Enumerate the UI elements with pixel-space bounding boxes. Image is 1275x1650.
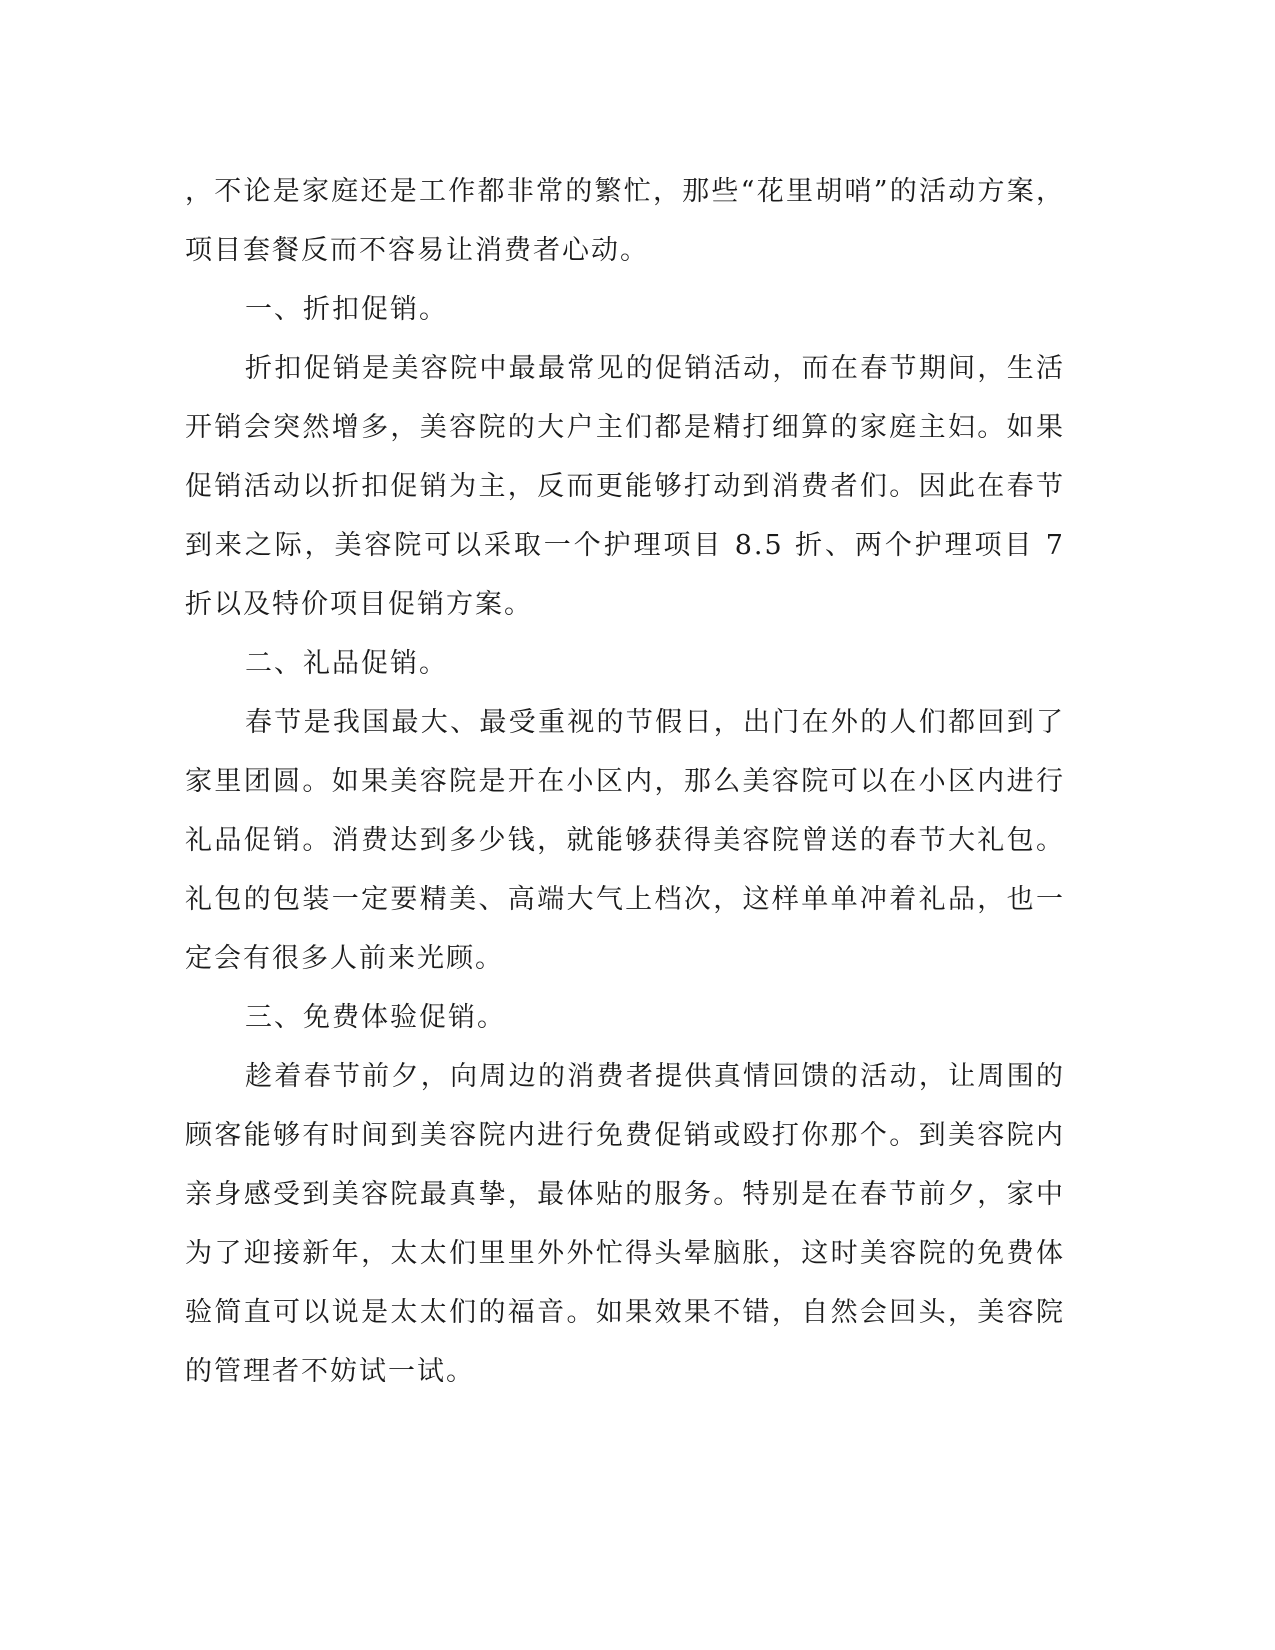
paragraph-gift: 春节是我国最大、最受重视的节假日，出门在外的人们都回到了家里团圆。如果美容院是开在小区内，那么美容院可以在小区内进行礼品促销。消费达到多少钱，就能够获得美容院曾送的春节大礼包。礼包的包装一定要精美、高端大气上档次，这样单单冲着礼品，也一定会有很多人前来光顾。 xyxy=(185,707,1065,974)
section-heading-gift: 二、礼品促销。 xyxy=(245,648,448,679)
paragraph-continuation: ，不论是家庭还是工作都非常的繁忙，那些“花里胡哨”的活动方案，项目套餐反而不容易让消费者心动。 xyxy=(185,176,1065,266)
section-heading-free-trial: 三、免费体验促销。 xyxy=(245,1002,506,1033)
paragraph-discount: 折扣促销是美容院中最最常见的促销活动，而在春节期间，生活开销会突然增多，美容院的大户主们都是精打细算的家庭主妇。如果促销活动以折扣促销为主，反而更能够打动到消费者们。因此在春节到来之际，美容院可以采取一个护理项目 8.5 折、两个护理项目 7 折以及特价项目促销方案。 xyxy=(185,353,1065,620)
section-heading-discount: 一、折扣促销。 xyxy=(245,294,448,325)
document-body xyxy=(185,162,1065,1401)
paragraph-free-trial: 趁着春节前夕，向周边的消费者提供真情回馈的活动，让周围的顾客能够有时间到美容院内进行免费促销或殴打你那个。到美容院内亲身感受到美容院最真挚，最体贴的服务。特别是在春节前夕，家中为了迎接新年，太太们里里外外忙得头晕脑胀，这时美容院的免费体验简直可以说是太太们的福音。如果效果不错，自然会回头，美容院的管理者不妨试一试。 xyxy=(185,1061,1065,1387)
